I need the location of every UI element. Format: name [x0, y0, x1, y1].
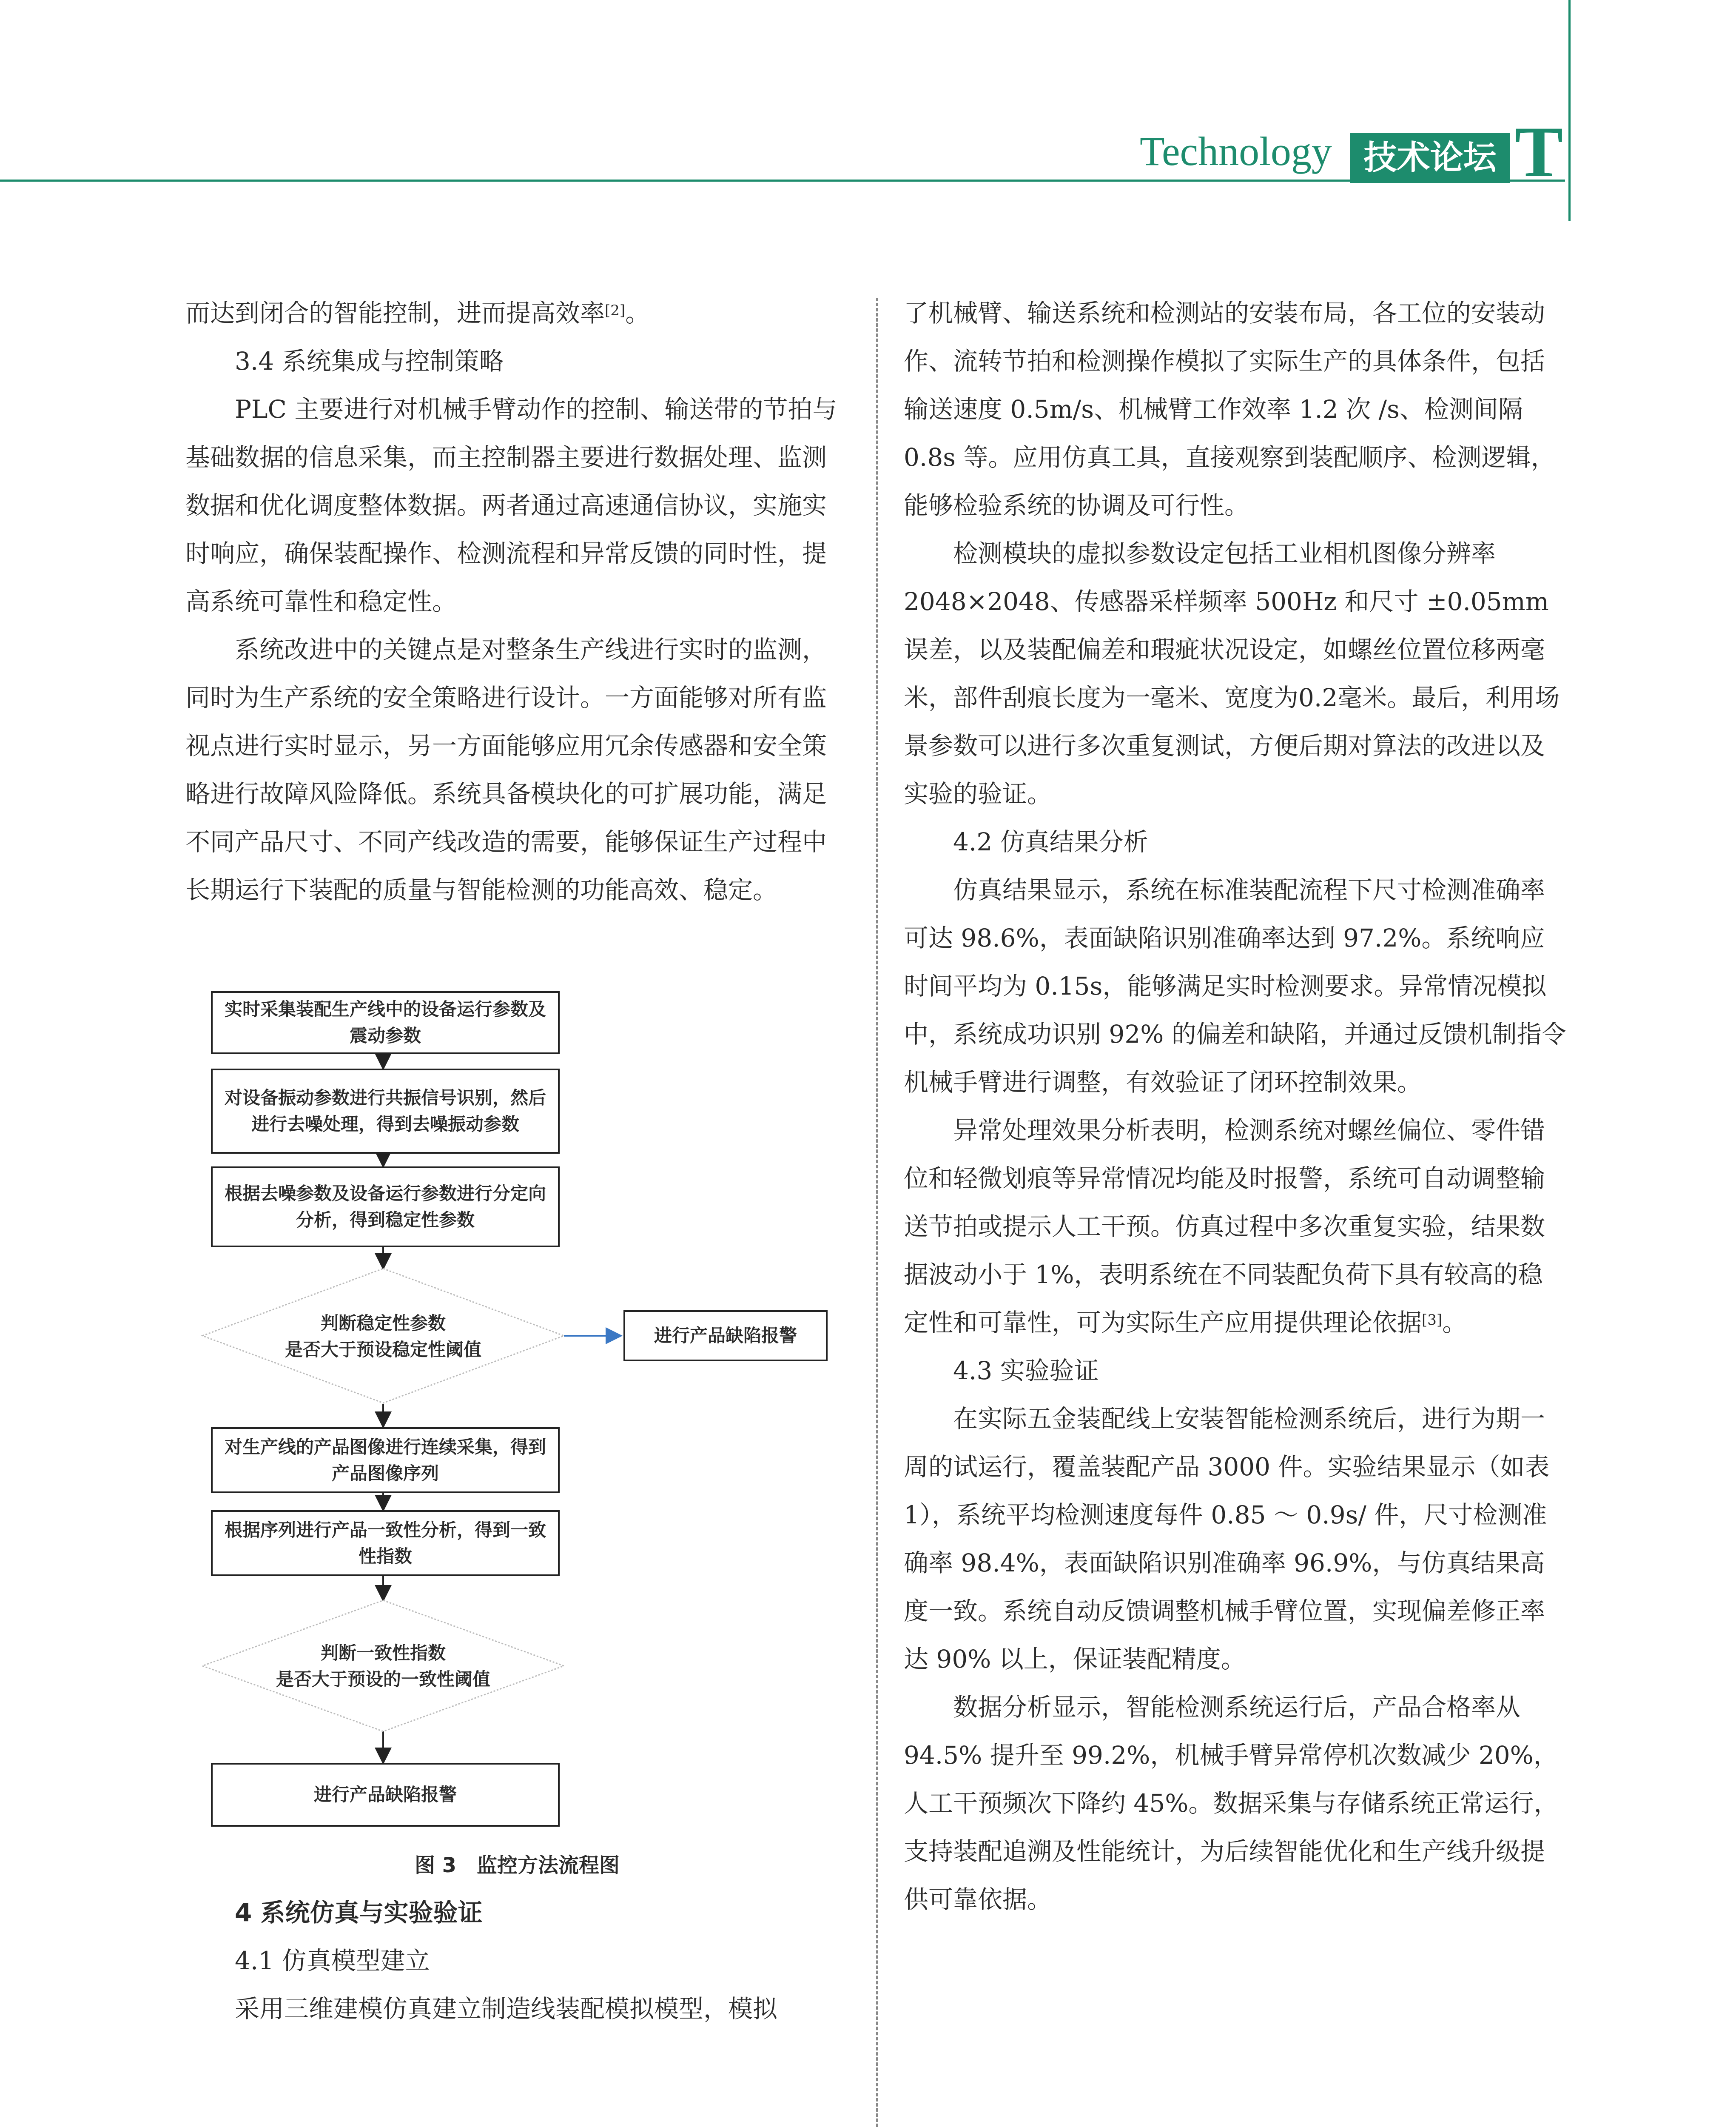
paragraph: 异常处理效果分析表明，检测系统对螺丝偏位、零件错位和轻微划痕等异常情况均能及时报警，系统可自动调整输送节拍或提示人工干预。仿真过程中多次重复实验，结果数据波动小于 1%，表明系统在不同装配负荷下具有较高的稳定性和可靠性，可为实际生产应用提供理论依据[3]。 [904, 1116, 1545, 1337]
paragraph: 采用三维建模仿真建立制造线装配模拟模型，模拟 [235, 1994, 778, 2023]
left-column-lower [185, 1889, 849, 2033]
section-heading-4-2: 4.2 仿真结果分析 [953, 827, 1148, 856]
section-heading-3-4: 3.4 系统集成与控制策略 [235, 347, 504, 376]
column-divider [876, 298, 878, 2127]
header-section-badge: 技术论坛 [1350, 133, 1510, 183]
flow-decision-consistency: 判断一致性指数 是否大于预设的一致性阈值 [276, 1642, 490, 1690]
figure-caption: 图 3 监控方法流程图 [414, 1853, 620, 1877]
flowchart [185, 983, 849, 1885]
section-heading-4-3: 4.3 实验验证 [953, 1356, 1099, 1385]
header-vertical-rule [1568, 0, 1571, 221]
flow-step-denoise: 对设备振动参数进行共振信号识别，然后进行去噪处理，得到去噪振动参数 [211, 1069, 560, 1154]
section-heading-4-1: 4.1 仿真模型建立 [235, 1946, 430, 1975]
citation-ref: [2] [605, 302, 626, 319]
paragraph: 数据分析显示，智能检测系统运行后，产品合格率从 94.5% 提升至 99.2%，机械手臂异常停机次数减少 20%，人工干预频次下降约 45%。数据采集与存储系统正常运行，支持装配追溯及性能统计，为后续智能优化和生产线升级提供可靠依据。 [904, 1693, 1559, 1914]
flow-step-collect-params: 实时采集装配生产线中的设备运行参数及震动参数 [211, 991, 560, 1054]
header-letter-logo: T [1515, 112, 1563, 192]
paragraph: 而达到闭合的智能控制，进而提高效率[2]。 [185, 299, 650, 328]
left-column [185, 289, 849, 914]
section-heading-4: 4 系统仿真与实验验证 [235, 1898, 483, 1927]
paragraph: PLC 主要进行对机械手臂动作的控制、输送带的节拍与基础数据的信息采集，而主控制器主要进行数据处理、监测数据和优化调度整体数据。两者通过高速通信协议，实施实时响应，确保装配操作、检测流程和异常反馈的同时性，提高系统可靠性和稳定性。 [185, 395, 837, 616]
flow-step-consistency-analysis: 根据序列进行产品一致性分析，得到一致性指数 [211, 1510, 560, 1576]
paragraph: 系统改进中的关键点是对整条生产线进行实时的监测，同时为生产系统的安全策略进行设计。一方面能够对所有监视点进行实时显示，另一方面能够应用冗余传感器和安全策略进行故障风险降低。系统具备模块化的可扩展功能，满足不同产品尺寸、不同产线改造的需要，能够保证生产过程中长期运行下装配的质量与智能检测的功能高效、稳定。 [185, 635, 827, 904]
paragraph: 仿真结果显示，系统在标准装配流程下尺寸检测准确率可达 98.6%，表面缺陷识别准确率达到 97.2%。系统响应时间平均为 0.15s，能够满足实时检测要求。异常情况模拟中，系统成功识别 92% 的偏差和缺陷，并通过反馈机制指令机械手臂进行调整，有效验证了闭环控制效果。 [904, 875, 1566, 1097]
flow-side-defect-alarm: 进行产品缺陷报警 [623, 1310, 828, 1361]
flow-step-image-capture: 对生产线的产品图像进行连续采集，得到产品图像序列 [211, 1427, 560, 1493]
paragraph: 检测模块的虚拟参数设定包括工业相机图像分辨率 2048×2048、传感器采样频率 500Hz 和尺寸 ±0.05mm 误差，以及装配偏差和瑕疵状况设定，如螺丝位置位移两毫米，部件刮痕长度为一毫米、宽度为0.2毫米。最后，利用场景参数可以进行多次重复测试，方便后期对算法的改进以及实验的验证。 [904, 539, 1560, 808]
paragraph: 了机械臂、输送系统和检测站的安装布局，各工位的安装动作、流转节拍和检测操作模拟了实际生产的具体条件，包括输送速度 0.5m/s、机械臂工作效率 1.2 次 /s、检测间隔 0.8s 等。应用仿真工具，直接观察到装配顺序、检测逻辑，能够检验系统的协调及可行性。 [904, 299, 1556, 520]
flow-step-defect-alarm: 进行产品缺陷报警 [211, 1763, 560, 1827]
flow-decision-stability: 判断稳定性参数 是否大于预设稳定性阈值 [285, 1313, 481, 1360]
header-rule [0, 180, 1565, 182]
flow-step-stability-analysis: 根据去噪参数及设备运行参数进行分定向分析，得到稳定性参数 [211, 1166, 560, 1247]
right-column [904, 289, 1567, 1924]
paragraph: 在实际五金装配线上安装智能检测系统后，进行为期一周的试运行，覆盖装配产品 3000 件。实验结果显示（如表 1），系统平均检测速度每件 0.85 ～ 0.9s/ 件，尺寸检测准确率 98.4%，表面缺陷识别准确率 96.9%，与仿真结果高度一致。系统自动反馈调整机械手臂位置，实现偏差修正率达 90% 以上，保证装配精度。 [904, 1404, 1550, 1674]
header-title: Technology [1140, 128, 1332, 174]
citation-ref: [3] [1422, 1312, 1443, 1329]
